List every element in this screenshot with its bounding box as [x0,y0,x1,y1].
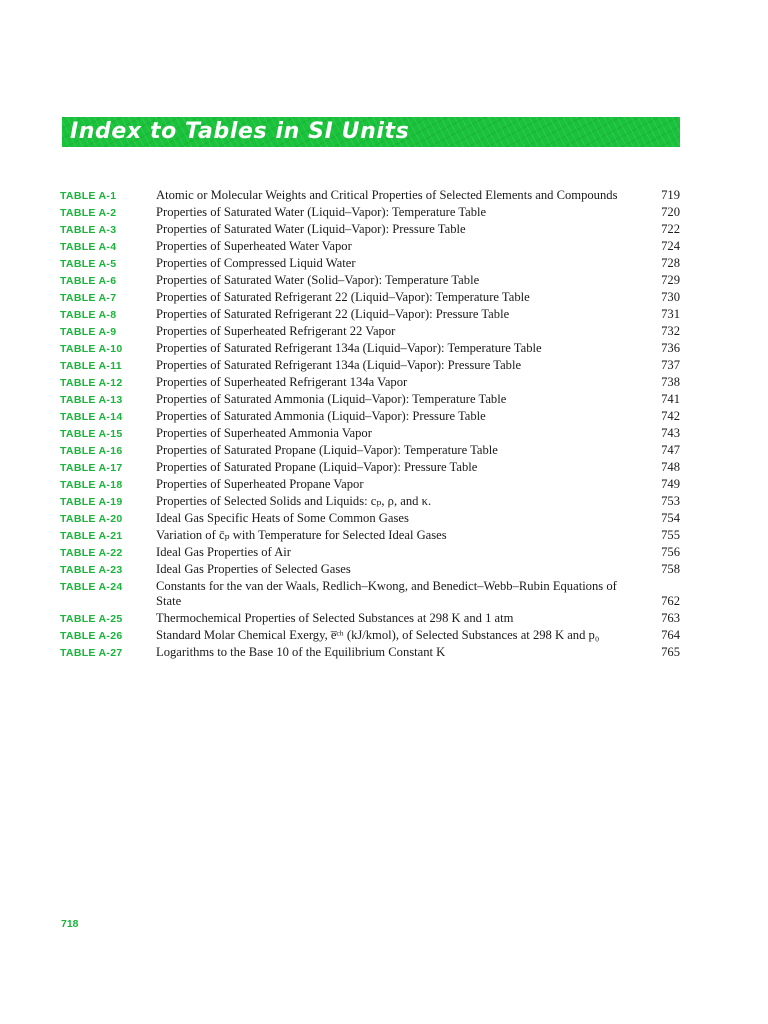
table-title: Ideal Gas Specific Heats of Some Common Gases [156,511,409,525]
table-label: TABLE A-2 [60,207,117,219]
toc-entry[interactable] [60,221,682,238]
table-title: Properties of Saturated Refrigerant 134a (Liquid–Vapor): Pressure Table [156,358,522,372]
table-label: TABLE A-12 [60,377,123,389]
table-label: TABLE A-13 [60,394,123,406]
page-reference: 765 [661,645,680,659]
toc-entry[interactable] [60,374,682,391]
table-title: Standard Molar Chemical Exergy, e̅ᶜʰ (kJ/kmol), of Selected Substances at 298 K and p₀ [156,628,600,642]
page-reference: 731 [661,307,680,321]
table-title: Ideal Gas Properties of Selected Gases [156,562,351,576]
page-reference: 728 [661,256,680,270]
table-label: TABLE A-18 [60,479,123,491]
table-title: Properties of Superheated Refrigerant 22 Vapor [156,324,396,338]
table-label: TABLE A-8 [60,309,117,321]
table-label: TABLE A-22 [60,547,123,559]
toc-entry[interactable] [60,610,682,627]
table-label: TABLE A-11 [60,360,122,372]
page-reference: 742 [661,409,680,423]
table-title: Properties of Saturated Water (Solid–Vapor): Temperature Table [156,273,480,287]
toc-entry[interactable] [60,578,682,610]
toc-entry[interactable] [60,627,682,644]
table-title: Logarithms to the Base 10 of the Equilibrium Constant K [156,645,446,659]
toc-entry[interactable] [60,272,682,289]
page-reference: 724 [661,239,680,253]
table-title: Properties of Saturated Propane (Liquid–Vapor): Temperature Table [156,443,498,457]
toc-entry[interactable] [60,408,682,425]
table-title: Properties of Superheated Refrigerant 134a Vapor [156,375,408,389]
toc-entry[interactable] [60,561,682,578]
toc-entry[interactable] [60,306,682,323]
table-label: TABLE A-27 [60,647,123,659]
table-label: TABLE A-24 [60,581,123,593]
table-label: TABLE A-20 [60,513,123,525]
title-banner [62,117,680,147]
table-title: Properties of Superheated Ammonia Vapor [156,426,372,440]
table-label: TABLE A-21 [60,530,123,542]
table-label: TABLE A-17 [60,462,123,474]
table-label: TABLE A-9 [60,326,117,338]
table-title: Constants for the van der Waals, Redlich–Kwong, and Benedict–Webb–Rubin Equations of State [156,579,617,608]
table-title: Properties of Saturated Ammonia (Liquid–Vapor): Pressure Table [156,409,486,423]
table-label: TABLE A-3 [60,224,117,236]
page-reference: 758 [661,562,680,576]
table-label: TABLE A-6 [60,275,117,287]
table-label: TABLE A-15 [60,428,123,440]
table-label: TABLE A-4 [60,241,117,253]
toc-entry[interactable] [60,476,682,493]
page-reference: 719 [661,188,680,202]
toc-entry[interactable] [60,340,682,357]
table-label: TABLE A-26 [60,630,123,642]
page-number: 718 [61,918,79,930]
table-label: TABLE A-14 [60,411,123,423]
toc-entry[interactable] [60,238,682,255]
toc-entry[interactable] [60,644,682,661]
table-title: Properties of Saturated Refrigerant 22 (Liquid–Vapor): Pressure Table [156,307,510,321]
table-title: Properties of Saturated Propane (Liquid–Vapor): Pressure Table [156,460,478,474]
page-reference: 738 [661,375,680,389]
table-title: Properties of Selected Solids and Liquids: cₚ, ρ, and κ. [156,494,432,508]
table-title: Atomic or Molecular Weights and Critical Properties of Selected Elements and Compounds [156,188,618,202]
table-label: TABLE A-23 [60,564,123,576]
toc-entry[interactable] [60,527,682,544]
page-title: Index to Tables in SI Units [70,119,410,144]
table-label: TABLE A-7 [60,292,117,304]
table-label: TABLE A-1 [60,190,117,202]
page-reference: 737 [661,358,680,372]
page-reference: 762 [661,594,680,608]
table-title: Properties of Saturated Water (Liquid–Vapor): Pressure Table [156,222,466,236]
toc-entry[interactable] [60,204,682,221]
table-index-list [60,187,682,661]
toc-entry[interactable] [60,425,682,442]
table-label: TABLE A-25 [60,613,123,625]
page-reference: 748 [661,460,680,474]
table-label: TABLE A-16 [60,445,123,457]
toc-entry[interactable] [60,442,682,459]
page-reference: 749 [661,477,680,491]
toc-entry[interactable] [60,357,682,374]
toc-entry[interactable] [60,391,682,408]
table-title: Properties of Compressed Liquid Water [156,256,356,270]
table-title: Properties of Saturated Refrigerant 22 (Liquid–Vapor): Temperature Table [156,290,530,304]
toc-entry[interactable] [60,255,682,272]
page-reference: 736 [661,341,680,355]
page-reference: 754 [661,511,680,525]
page-reference: 732 [661,324,680,338]
page-reference: 753 [661,494,680,508]
toc-entry[interactable] [60,544,682,561]
table-title: Properties of Saturated Refrigerant 134a (Liquid–Vapor): Temperature Table [156,341,542,355]
table-label: TABLE A-5 [60,258,117,270]
page-reference: 756 [661,545,680,559]
page-reference: 764 [661,628,680,642]
page-reference: 722 [661,222,680,236]
table-title: Properties of Saturated Water (Liquid–Vapor): Temperature Table [156,205,487,219]
page-reference: 720 [661,205,680,219]
table-title: Ideal Gas Properties of Air [156,545,291,559]
page-reference: 741 [661,392,680,406]
toc-entry[interactable] [60,510,682,527]
toc-entry[interactable] [60,493,682,510]
table-title: Properties of Superheated Water Vapor [156,239,352,253]
page-reference: 729 [661,273,680,287]
table-title: Properties of Saturated Ammonia (Liquid–Vapor): Temperature Table [156,392,507,406]
toc-entry[interactable] [60,323,682,340]
toc-entry[interactable] [60,289,682,306]
page-reference: 743 [661,426,680,440]
table-title: Variation of c̄ₚ with Temperature for Selected Ideal Gases [156,528,447,542]
table-title: Thermochemical Properties of Selected Substances at 298 K and 1 atm [156,611,514,625]
toc-entry[interactable] [60,459,682,476]
table-title: Properties of Superheated Propane Vapor [156,477,364,491]
page-reference: 747 [661,443,680,457]
toc-entry[interactable] [60,187,682,204]
page-reference: 755 [661,528,680,542]
page-reference: 730 [661,290,680,304]
table-label: TABLE A-19 [60,496,123,508]
page-reference: 763 [661,611,680,625]
table-label: TABLE A-10 [60,343,123,355]
